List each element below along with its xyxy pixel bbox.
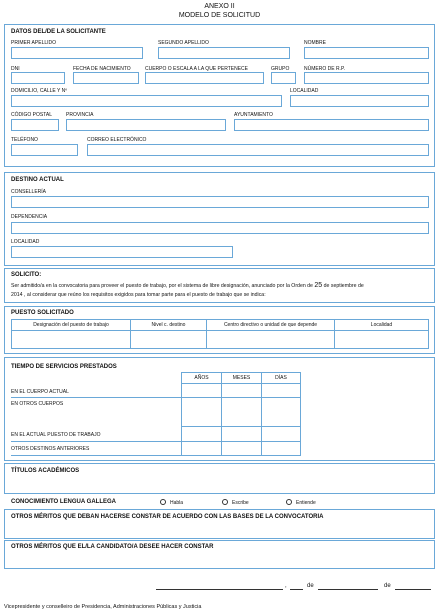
cuerpo-escala-field[interactable] [145, 72, 264, 84]
escribe-label: Escribe [232, 500, 249, 506]
solicito-title: SOLICITO: [11, 272, 42, 278]
puesto-col-localidad-label: Localidad [370, 322, 393, 328]
grupo-field[interactable] [271, 72, 296, 84]
ayuntamiento-label: AYUNTAMIENTO [234, 112, 273, 118]
localidad-label: LOCALIDAD [290, 88, 319, 94]
firma-de-2: de [384, 583, 391, 589]
meritos-bases-title: OTROS MÉRITOS QUE DEBAN HACERSE CONSTAR DE ACUERDO CON LAS BASES DE LA CONVOCATORIA [11, 514, 324, 520]
ano-line[interactable] [395, 589, 431, 590]
solicito-text-b: de septiembre de [323, 283, 364, 289]
numero-rp-field[interactable] [304, 72, 429, 84]
puesto-localidad-input[interactable] [334, 330, 429, 349]
grupo-label: GRUPO [271, 66, 290, 72]
numero-rp-label: NÚMERO DE R.P. [304, 66, 346, 72]
meritos-candidato-title: OTROS MÉRITOS QUE EL/LA CANDIDATO/A DESEE HACER CONSTAR [11, 544, 214, 550]
dni-label: DNI [11, 66, 20, 72]
tiempo-otros-cuerpos-dias[interactable] [261, 397, 301, 427]
puesto-centro-input[interactable] [206, 330, 335, 349]
mes-line[interactable] [318, 589, 378, 590]
puesto-nivel-input[interactable] [130, 330, 207, 349]
tiempo-row-label: EN OTROS CUERPOS [11, 401, 64, 407]
puesto-designacion-input[interactable] [11, 330, 131, 349]
telefono-label: TELÉFONO [11, 137, 38, 143]
escribe-radio[interactable] [222, 499, 228, 505]
ayuntamiento-field[interactable] [234, 119, 429, 131]
tiempo-title: TIEMPO DE SERVICIOS PRESTADOS [11, 364, 117, 370]
tiempo-actual-puesto-anos[interactable] [181, 426, 222, 442]
tiempo-actual-puesto-dias[interactable] [261, 426, 301, 442]
puesto-col-designacion-label: Designación del puesto de trabajo [33, 322, 109, 328]
domicilio-label: DOMICILIO, CALLE Y Nº [11, 88, 68, 94]
destino-localidad-label: LOCALIDAD [11, 239, 40, 245]
primer-apellido-label: PRIMER APELLIDO [11, 40, 57, 46]
dependencia-field[interactable] [11, 222, 429, 234]
solicito-day: 25 [314, 282, 323, 289]
entiende-label: Entiende [296, 500, 316, 506]
footer-text: Vicepresidente y conselleiro de Presidencia, Administraciones Públicas y Justicia [4, 604, 202, 610]
destino-section-title: DESTINO ACTUAL [11, 177, 64, 183]
codigo-postal-field[interactable] [11, 119, 59, 131]
firma-comma: , [285, 583, 287, 589]
habla-radio[interactable] [160, 499, 166, 505]
tiempo-cuerpo-actual-meses[interactable] [221, 383, 262, 398]
provincia-label: PROVINCIA [66, 112, 94, 118]
tiempo-cuerpo-actual-dias[interactable] [261, 383, 301, 398]
provincia-field[interactable] [66, 119, 226, 131]
correo-field[interactable] [87, 144, 429, 156]
entiende-radio[interactable] [286, 499, 292, 505]
primer-apellido-field[interactable] [11, 47, 143, 59]
codigo-postal-label: CÓDIGO POSTAL [11, 112, 53, 118]
tiempo-row-label: EN EL CUERPO ACTUAL [11, 389, 69, 395]
tiempo-otros-destinos-anos[interactable] [181, 441, 222, 456]
segundo-apellido-field[interactable] [158, 47, 290, 59]
lugar-line[interactable] [156, 589, 283, 590]
habla-label: Habla [170, 500, 184, 506]
tiempo-col-anos-label: AÑOS [194, 375, 209, 381]
tiempo-row-label: OTROS DESTINOS ANTERIORES [11, 446, 90, 452]
tiempo-col-meses-label: MESES [232, 375, 251, 381]
tiempo-otros-destinos-meses[interactable] [221, 441, 262, 456]
conselleria-field[interactable] [11, 196, 429, 208]
tiempo-cuerpo-actual-anos[interactable] [181, 383, 222, 398]
puesto-col-centro-label: Centro directivo o unidad de que depende [223, 322, 318, 328]
dia-line[interactable] [290, 589, 303, 590]
puesto-title: PUESTO SOLICITADO [11, 310, 74, 316]
dependencia-label: DEPENDENCIA [11, 214, 48, 220]
tiempo-otros-destinos-dias[interactable] [261, 441, 301, 456]
telefono-field[interactable] [11, 144, 78, 156]
tiempo-col-dias-label: DÍAS [275, 375, 287, 381]
solicito-line-2: 2014 , al considerar que reúno los requisitos exigidos para tomar parte para el puesto de trabajo que se indica: [11, 292, 266, 298]
correo-label: CORREO ELECTRÓNICO [87, 137, 147, 143]
conselleria-label: CONSELLERÍA [11, 189, 47, 195]
nombre-label: NOMBRE [304, 40, 326, 46]
firma-de-1: de [307, 583, 314, 589]
dni-field[interactable] [11, 72, 65, 84]
tiempo-actual-puesto-meses[interactable] [221, 426, 262, 442]
solicito-text-a: Ser admitido/a en la convocatoria para proveer el puesto de trabajo, por el sistema de libre designación, anunciado por la Orden de [11, 283, 313, 289]
titulos-title: TÍTULOS ACADÉMICOS [11, 468, 80, 474]
nombre-field[interactable] [304, 47, 429, 59]
tiempo-row-label: EN EL ACTUAL PUESTO DE TRABAJO [11, 432, 101, 438]
puesto-col-nivel-label: Nivel c. destino [151, 322, 186, 328]
cuerpo-escala-label: CUERPO O ESCALA A LA QUE PERTENECE [145, 66, 249, 72]
fecha-nacimiento-label: FECHA DE NACIMIENTO [73, 66, 131, 72]
segundo-apellido-label: SEGUNDO APELLIDO [158, 40, 209, 46]
tiempo-otros-cuerpos-anos[interactable] [181, 397, 222, 427]
localidad-field[interactable] [290, 95, 429, 107]
annex-label: ANEXO II [204, 3, 235, 10]
form-title: MODELO DE SOLICITUD [178, 12, 261, 19]
destino-localidad-field[interactable] [11, 246, 233, 258]
personal-section-title: DATOS DEL/DE LA SOLICITANTE [11, 29, 106, 35]
fecha-nacimiento-field[interactable] [73, 72, 139, 84]
tiempo-otros-cuerpos-meses[interactable] [221, 397, 262, 427]
domicilio-field[interactable] [11, 95, 282, 107]
lengua-title: CONOCIMIENTO LENGUA GALLEGA [11, 499, 116, 505]
